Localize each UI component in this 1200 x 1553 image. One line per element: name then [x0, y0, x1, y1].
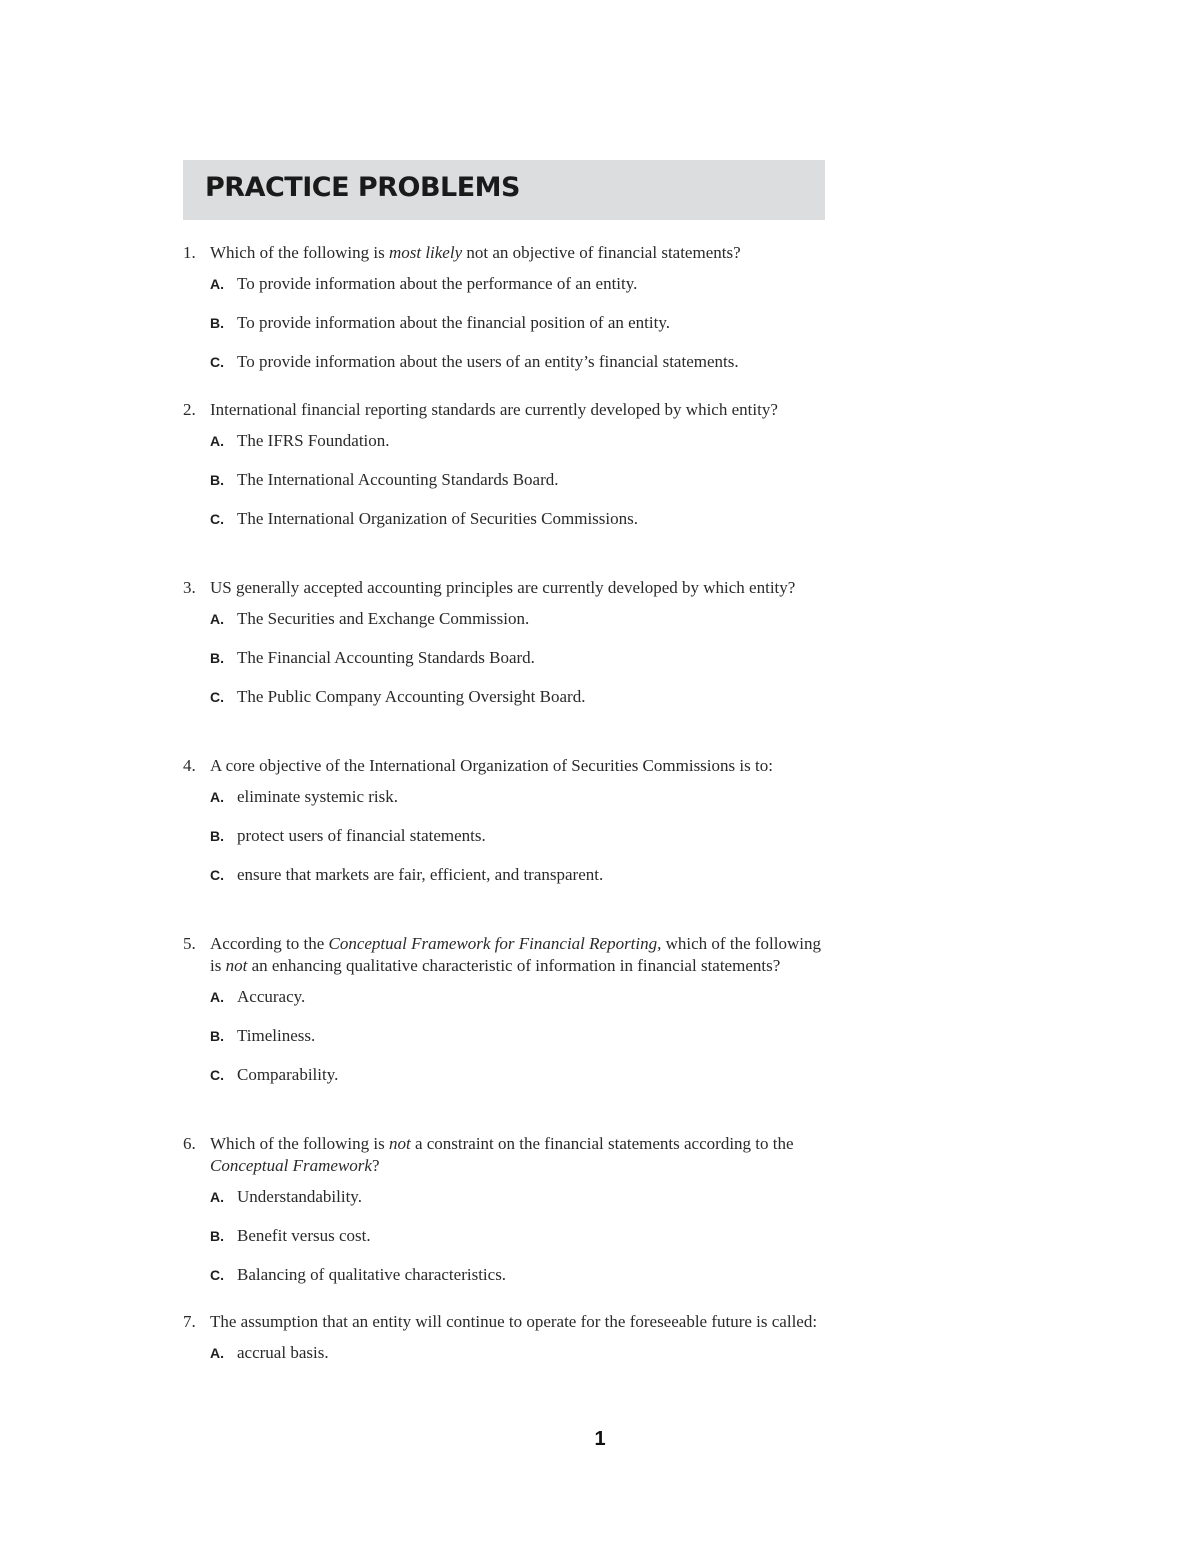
answer-option[interactable] — [0, 1342, 1200, 1366]
question-number: 5. — [183, 934, 196, 953]
answer-option[interactable] — [0, 1186, 1200, 1210]
question-number: 4. — [183, 756, 196, 775]
answer-option[interactable] — [0, 430, 1200, 454]
answer-option[interactable] — [0, 1225, 1200, 1249]
question-text-emphasis: Conceptual Framework — [210, 1156, 372, 1175]
answer-option[interactable] — [0, 825, 1200, 849]
option-letter: A. — [210, 433, 224, 449]
answer-option[interactable] — [0, 508, 1200, 532]
question-text-segment: a constraint on the financial statements according to the — [410, 1134, 794, 1153]
option-letter: C. — [210, 354, 224, 370]
question-text-segment: which of the following is — [210, 934, 821, 975]
question-number: 2. — [183, 400, 196, 419]
question-text-segment: ? — [371, 1156, 380, 1175]
answer-option[interactable] — [0, 351, 1200, 375]
option-letter: B. — [210, 828, 224, 844]
option-text: eliminate systemic risk. — [237, 787, 398, 806]
option-letter: C. — [210, 1067, 224, 1083]
option-letter: B. — [210, 315, 224, 331]
option-text: The International Organization of Securities Commissions. — [237, 509, 638, 528]
option-letter: B. — [210, 1228, 224, 1244]
option-text: Balancing of qualitative characteristics. — [237, 1265, 507, 1284]
answer-option[interactable] — [0, 647, 1200, 671]
option-letter: A. — [210, 989, 224, 1005]
question-text-segment: US generally accepted accounting principles are currently developed by which entity? — [210, 578, 796, 597]
option-text: The Public Company Accounting Oversight Board. — [237, 687, 586, 706]
question-text — [210, 399, 830, 421]
question-number: 3. — [183, 578, 196, 597]
answer-option[interactable] — [0, 1025, 1200, 1049]
question-text-emphasis: Conceptual Framework for Financial Reporting, — [328, 934, 662, 953]
question-text-emphasis: not — [225, 956, 248, 975]
answer-option[interactable] — [0, 273, 1200, 297]
answer-option[interactable] — [0, 469, 1200, 493]
question-number: 6. — [183, 1134, 196, 1153]
answer-option[interactable] — [0, 312, 1200, 336]
option-letter: B. — [210, 472, 224, 488]
option-text: To provide information about the users of an entity’s financial statements. — [237, 352, 739, 371]
question-text-segment: A core objective of the International Organization of Securities Commissions is to: — [210, 756, 773, 775]
question-text — [210, 933, 830, 977]
option-text: protect users of financial statements. — [237, 826, 486, 845]
question-text-segment: an enhancing qualitative characteristic of information in financial statements? — [247, 956, 781, 975]
option-text: Comparability. — [237, 1065, 339, 1084]
option-text: To provide information about the financial position of an entity. — [237, 313, 670, 332]
option-text: Timeliness. — [237, 1026, 316, 1045]
option-text: accrual basis. — [237, 1343, 329, 1362]
option-text: To provide information about the performance of an entity. — [237, 274, 638, 293]
question-text — [210, 755, 830, 777]
option-letter: B. — [210, 650, 224, 666]
answer-option[interactable] — [0, 608, 1200, 632]
option-letter: A. — [210, 1189, 224, 1205]
question-text — [210, 242, 830, 264]
answer-option[interactable] — [0, 786, 1200, 810]
answer-option[interactable] — [0, 864, 1200, 888]
option-letter: A. — [210, 276, 224, 292]
question-number: 7. — [183, 1312, 196, 1331]
section-heading: PRACTICE PROBLEMS — [205, 172, 520, 203]
question-text-segment: Which of the following is — [210, 243, 389, 262]
option-letter: C. — [210, 511, 224, 527]
question-text-segment: International financial reporting standards are currently developed by which entity? — [210, 400, 778, 419]
question-text-emphasis: not — [388, 1134, 411, 1153]
option-text: The IFRS Foundation. — [237, 431, 390, 450]
question-text — [210, 1311, 830, 1333]
question-text-segment: According to the — [210, 934, 329, 953]
option-text: The Securities and Exchange Commission. — [237, 609, 530, 628]
question-text-segment: Which of the following is — [210, 1134, 389, 1153]
option-letter: C. — [210, 867, 224, 883]
option-letter: A. — [210, 1345, 224, 1361]
question-text-segment: The assumption that an entity will continue to operate for the foreseeable future is called: — [210, 1312, 818, 1331]
question-text-emphasis: most likely — [388, 243, 463, 262]
answer-option[interactable] — [0, 686, 1200, 710]
option-text: ensure that markets are fair, efficient, and transparent. — [237, 865, 604, 884]
option-letter: B. — [210, 1028, 224, 1044]
option-text: Understandability. — [237, 1187, 362, 1206]
option-letter: A. — [210, 789, 224, 805]
question-number: 1. — [183, 243, 196, 262]
question-text-segment: not an objective of financial statements? — [462, 243, 741, 262]
answer-option[interactable] — [0, 986, 1200, 1010]
option-text: The International Accounting Standards Board. — [237, 470, 559, 489]
question-text — [210, 1133, 830, 1177]
option-letter: C. — [210, 1267, 224, 1283]
option-letter: C. — [210, 689, 224, 705]
answer-option[interactable] — [0, 1264, 1200, 1288]
question-text — [210, 577, 830, 599]
answer-option[interactable] — [0, 1064, 1200, 1088]
option-text: Benefit versus cost. — [237, 1226, 371, 1245]
page-number: 1 — [594, 1428, 606, 1450]
option-letter: A. — [210, 611, 224, 627]
option-text: Accuracy. — [237, 987, 306, 1006]
option-text: The Financial Accounting Standards Board. — [237, 648, 535, 667]
